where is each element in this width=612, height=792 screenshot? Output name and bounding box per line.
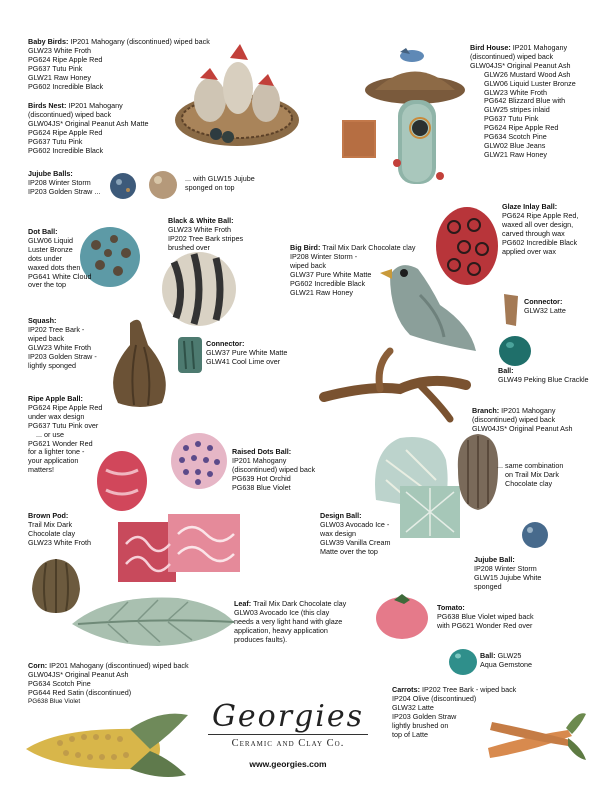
caption-same-combination [497, 462, 563, 489]
caption-line: PG624 Ripe Apple Red [484, 123, 559, 133]
caption-line: IP202 Tree Bark - [28, 324, 85, 334]
caption-line: PG624 Ripe Apple Red [28, 127, 103, 137]
caption-big-bird [290, 244, 415, 297]
caption-line: (discontinued) wiped back [232, 464, 316, 474]
caption-line: ... with GLW15 Jujube [185, 174, 255, 183]
caption-line: IP201 Mahogany [501, 406, 556, 415]
caption-line: PG637 Tutu Pink [28, 63, 83, 73]
caption-bw-ball [168, 217, 243, 253]
jujube-ball-2-photo [520, 520, 550, 550]
caption-jujube-ball-2 [474, 556, 541, 592]
aqua-ball-photo [448, 648, 478, 676]
caption-line: GLW49 Peking Blue Crackle [498, 374, 589, 384]
website-link[interactable]: www.georgies.com [249, 759, 327, 769]
caption-title: Branch: [472, 406, 500, 415]
caption-line: GLW04JS* Original Peanut Ash [472, 423, 573, 433]
caption-line: GLW21 Raw Honey [484, 149, 547, 159]
caption-title: Black & White Ball: [168, 216, 234, 225]
caption-line: Luster Bronze [28, 244, 73, 254]
leaf-photo [68, 590, 238, 650]
caption-line: IP201 Mahogany [68, 101, 123, 110]
connector-latte-photo [500, 292, 522, 328]
caption-line: GLW21 Raw Honey [28, 72, 91, 82]
caption-line: PG644 Red Satin (discontinued) [28, 687, 132, 697]
caption-baby-birds [28, 38, 210, 91]
caption-ball-peking [498, 367, 589, 385]
caption-line: GLW21 Raw Honey [290, 287, 353, 297]
caption-line: PG637 Tutu Pink [484, 114, 539, 124]
caption-line: needs a very light hand with glaze [234, 616, 343, 626]
caption-line: Chocolate clay [28, 528, 76, 538]
caption-line: PG624 Ripe Apple Red [28, 402, 103, 412]
caption-title: Tomato: [437, 603, 465, 612]
caption-line: GLW04JS* Original Peanut Ash [28, 669, 129, 679]
caption-line: GLW25 [497, 651, 522, 660]
caption-line: your application [28, 456, 79, 466]
caption-line: IP203 Golden Straw - [28, 351, 97, 361]
caption-line: Chocolate clay [505, 478, 553, 488]
caption-carrots [392, 686, 516, 739]
caption-title: Birds Nest: [28, 101, 67, 110]
caption-title: Carrots: [392, 685, 420, 694]
caption-line: PG602 Incredible Black [28, 145, 104, 155]
caption-line: IP201 Mahogany [232, 455, 287, 465]
logo-rule [208, 734, 368, 735]
caption-line: GLW37 Pure White Matte [290, 269, 372, 279]
caption-birds-nest [28, 102, 149, 155]
caption-line: for a lighter tone - [28, 447, 85, 457]
caption-connector-1 [206, 340, 287, 367]
caption-line: over the top [28, 280, 66, 290]
corn-photo [20, 705, 190, 785]
caption-line: GLW06 Liquid [28, 235, 74, 245]
peking-ball-photo [498, 335, 532, 367]
caption-line: GLW03 Avocado Ice (this clay [234, 607, 330, 617]
jujube-balls-photo [108, 165, 183, 205]
caption-line: GLW37 Pure White Matte [206, 347, 288, 357]
caption-glaze-inlay [502, 203, 578, 256]
caption-line: Aqua Gemstone [480, 659, 532, 669]
caption-line: wiped back [28, 333, 64, 343]
caption-line: PG602 Incredible Black [290, 278, 366, 288]
caption-ripe-apple [28, 395, 102, 475]
caption-line: matters! [28, 465, 54, 475]
caption-line: IP208 Winter Storm - [290, 251, 358, 261]
caption-line: Trail Mix Dark Chocolate clay [253, 599, 347, 608]
caption-line: IP203 Golden Straw ... [28, 186, 101, 196]
caption-title: Baby Birds: [28, 37, 69, 46]
caption-title: Connector: [206, 339, 245, 348]
caption-line: GLW23 White Froth [28, 342, 91, 352]
caption-line: ... or use [36, 429, 64, 439]
caption-line: wiped back [290, 260, 326, 270]
caption-line: IP201 Mahogany (discontinued) wiped back [49, 661, 189, 670]
caption-line: with PG621 Wonder Red over [437, 620, 533, 630]
caption-line: PG634 Scotch Pine [484, 132, 547, 142]
caption-line: PG602 Incredible Black [502, 237, 578, 247]
caption-line: PG602 Incredible Black [28, 81, 104, 91]
caption-line: top of Latte [392, 729, 428, 739]
georgies-logo [208, 699, 368, 769]
caption-design-ball [320, 512, 390, 557]
caption-title: Big Bird: [290, 243, 321, 252]
caption-connector-2 [524, 298, 566, 316]
caption-line: GLW32 Latte [392, 702, 434, 712]
caption-title: Brown Pod: [28, 511, 69, 520]
caption-line: PG639 Hot Orchid [232, 473, 291, 483]
caption-line: PG638 Blue Violet [28, 697, 81, 705]
caption-line: GLW02 Blue Jeans [484, 140, 546, 150]
caption-squash [28, 317, 97, 370]
squash-photo [100, 315, 180, 410]
caption-line: GLW26 Mustard Wood Ash [484, 69, 571, 79]
caption-line: produces faults). [234, 634, 288, 644]
caption-title: Ripe Apple Ball: [28, 394, 83, 403]
caption-line: IP202 Tree Bark - wiped back [421, 685, 517, 694]
caption-title: Jujube Balls: [28, 169, 73, 178]
caption-line: GLW04JS* Original Peanut Ash Matte [28, 118, 149, 128]
caption-title: Dot Ball: [28, 227, 58, 236]
caption-line: waxed dots then [28, 262, 81, 272]
caption-line: Matte over the top [320, 546, 378, 556]
logo-brand: Georgies [211, 699, 365, 734]
caption-line: GLW23 White Froth [28, 45, 91, 55]
caption-line: IP204 Olive (discontinued) [392, 693, 477, 703]
caption-line: (discontinued) wiped back [472, 414, 556, 424]
caption-dot-ball [28, 228, 92, 290]
caption-tomato [437, 604, 534, 631]
caption-line: PG624 Ripe Apple Red [28, 54, 103, 64]
caption-title: Glaze Inlay Ball: [502, 202, 558, 211]
caption-leaf [234, 600, 346, 645]
caption-line: Trail Mix Dark Chocolate clay [322, 243, 416, 252]
caption-line: brushed over [168, 242, 210, 252]
caption-line: IP202 Tree Bark stripes [168, 233, 244, 243]
caption-line: PG634 Scotch Pine [28, 678, 91, 688]
caption-line: sponged [474, 581, 502, 591]
caption-line: GLW23 White Froth [168, 224, 231, 234]
caption-raised-dots [232, 448, 315, 493]
caption-line: IP203 Golden Straw [392, 711, 457, 721]
caption-line: application, heavy application [234, 625, 328, 635]
caption-line: on Trail Mix Dark [505, 469, 559, 479]
swirl-tiles-photo [118, 514, 243, 584]
caption-line: waxed all over design, [502, 219, 574, 229]
caption-line: carved through wax [502, 228, 565, 238]
caption-line: GLW25 stripes inlaid [484, 105, 550, 115]
caption-line: GLW23 White Froth [28, 537, 91, 547]
caption-line: PG638 Blue Violet wiped back [437, 611, 534, 621]
caption-brown-pod [28, 512, 91, 548]
caption-branch [472, 407, 573, 434]
caption-title: Design Ball: [320, 511, 362, 520]
caption-line: Trail Mix Dark [28, 519, 73, 529]
caption-line: (discontinued) wiped back [28, 109, 112, 119]
caption-line: GLW32 Latte [524, 305, 566, 315]
branch-photo [320, 345, 470, 425]
tomato-photo [374, 592, 430, 640]
caption-line: GLW03 Avocado Ice - [320, 519, 390, 529]
caption-line: lightly sponged [28, 360, 76, 370]
caption-title: Ball: [498, 366, 514, 375]
caption-jujube-balls [28, 170, 100, 197]
caption-line: GLW06 Liquid Luster Bronze [484, 78, 576, 88]
caption-line: PG637 Tutu Pink [28, 136, 83, 146]
caption-ball-aqua [480, 652, 532, 670]
caption-title: Connector: [524, 297, 563, 306]
connector-green-photo [176, 335, 204, 375]
raised-dots-ball-photo [170, 432, 228, 490]
caption-line: PG641 White Cloud [28, 271, 92, 281]
caption-title: Ball: [480, 651, 496, 660]
caption-line: PG642 Blizzard Blue with [484, 96, 566, 106]
caption-title: Squash: [28, 316, 57, 325]
caption-line: IP201 Mahogany (discontinued) wiped back [70, 37, 210, 46]
caption-line: GLW41 Cool Lime over [206, 356, 281, 366]
caption-line: lightly brushed on [392, 720, 449, 730]
caption-line: PG624 Ripe Apple Red, [502, 210, 579, 220]
caption-jujube-balls-note [185, 175, 255, 193]
ripe-apple-ball-photo [96, 450, 148, 512]
caption-line: under wax design [28, 411, 85, 421]
caption-title: Bird House: [470, 43, 511, 52]
caption-title: Corn: [28, 661, 48, 670]
caption-line: PG637 Tutu Pink over [28, 420, 99, 430]
caption-corn [28, 662, 189, 707]
caption-title: Leaf: [234, 599, 252, 608]
caption-line: (discontinued) wiped back [470, 51, 554, 61]
caption-line: ... same combination [497, 461, 564, 470]
logo-subtitle: Ceramic and Clay Co. [231, 738, 345, 749]
caption-line: IP208 Winter Storm [28, 177, 91, 187]
caption-line: GLW04JS* Original Peanut Ash [470, 60, 571, 70]
caption-line: GLW39 Vanilla Cream [320, 537, 391, 547]
caption-line: IP208 Winter Storm [474, 563, 537, 573]
caption-line: GLW23 White Froth [484, 87, 547, 97]
caption-line: sponged on top [185, 182, 235, 192]
caption-line: dots under [28, 253, 62, 263]
caption-line: PG638 Blue Violet [232, 482, 291, 492]
caption-line: IP201 Mahogany [512, 43, 568, 52]
caption-title: Raised Dots Ball: [232, 447, 292, 456]
caption-line: wax design [320, 528, 356, 538]
caption-line: GLW15 Jujube White [474, 572, 542, 582]
caption-bird-house [470, 44, 576, 160]
caption-title: Jujube Ball: [474, 555, 515, 564]
bird-house-photo [340, 38, 470, 188]
caption-line: applied over wax [502, 246, 556, 256]
caption-line: PG621 Wonder Red [28, 438, 93, 448]
